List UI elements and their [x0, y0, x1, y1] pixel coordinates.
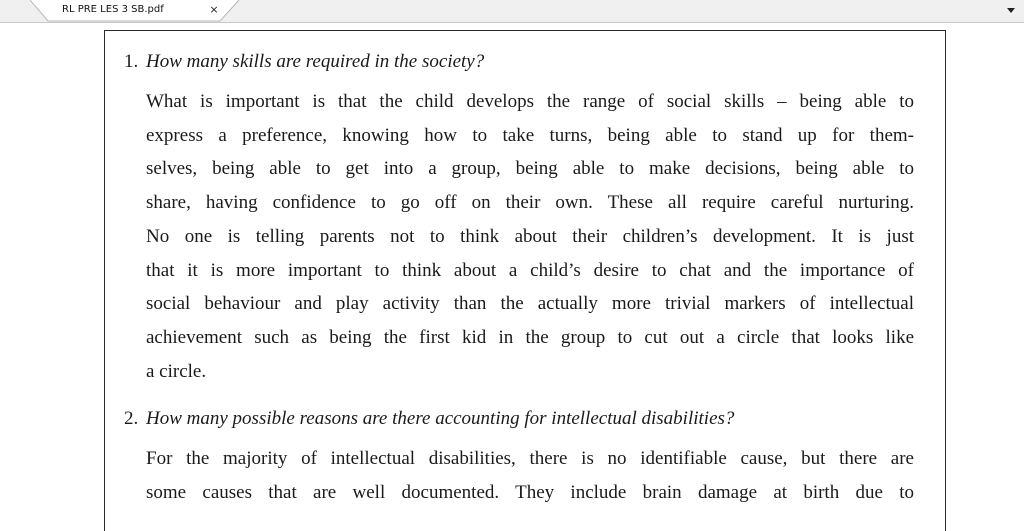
answer-line: achievement such as being the first kid in the group to cut out a circle that looks like	[146, 326, 914, 348]
tab-title[interactable]: RL PRE LES 3 SB.pdf	[62, 4, 164, 15]
answer-line: For the majority of intellectual disabilities, there is no identifiable cause, but there are	[146, 448, 914, 470]
answer-paragraph	[146, 85, 914, 388]
answer-line: share, having confidence to go off on their own. These all require careful nurturing.	[146, 192, 914, 214]
question-block-1	[124, 50, 914, 388]
tab-bar	[0, 0, 1024, 23]
triangle-down-icon[interactable]	[1003, 2, 1019, 18]
answer-line: social behaviour and play activity than the actually more trivial markers of intellectual	[146, 293, 914, 315]
answer-line: No one is telling parents not to think about their children’s development. It is just	[146, 225, 914, 247]
question-heading	[124, 50, 914, 74]
question-number: 1.	[124, 51, 139, 72]
answer-line: selves, being able to get into a group, being able to make decisions, being able to	[146, 158, 914, 180]
question-number: 2.	[124, 408, 139, 430]
answer-line: some causes that are well documented. They include brain damage at birth due to	[146, 482, 914, 504]
question-heading	[124, 407, 914, 431]
answer-line: What is important is that the child develops the range of social skills – being able to	[146, 91, 914, 112]
document-content	[124, 50, 914, 510]
question-text: How many skills are required in the society?	[146, 51, 485, 72]
tab-close-icon[interactable]: ×	[209, 3, 219, 16]
answer-paragraph	[146, 442, 914, 509]
answer-line: express a preference, knowing how to take turns, being able to stand up for them-	[146, 124, 914, 146]
question-block-2	[124, 407, 914, 509]
answer-line: that it is more important to think about a child’s desire to chat and the importance of	[146, 259, 914, 281]
answer-line: a circle.	[146, 360, 207, 382]
question-text: How many possible reasons are there accounting for intellectual disabilities?	[146, 408, 735, 430]
